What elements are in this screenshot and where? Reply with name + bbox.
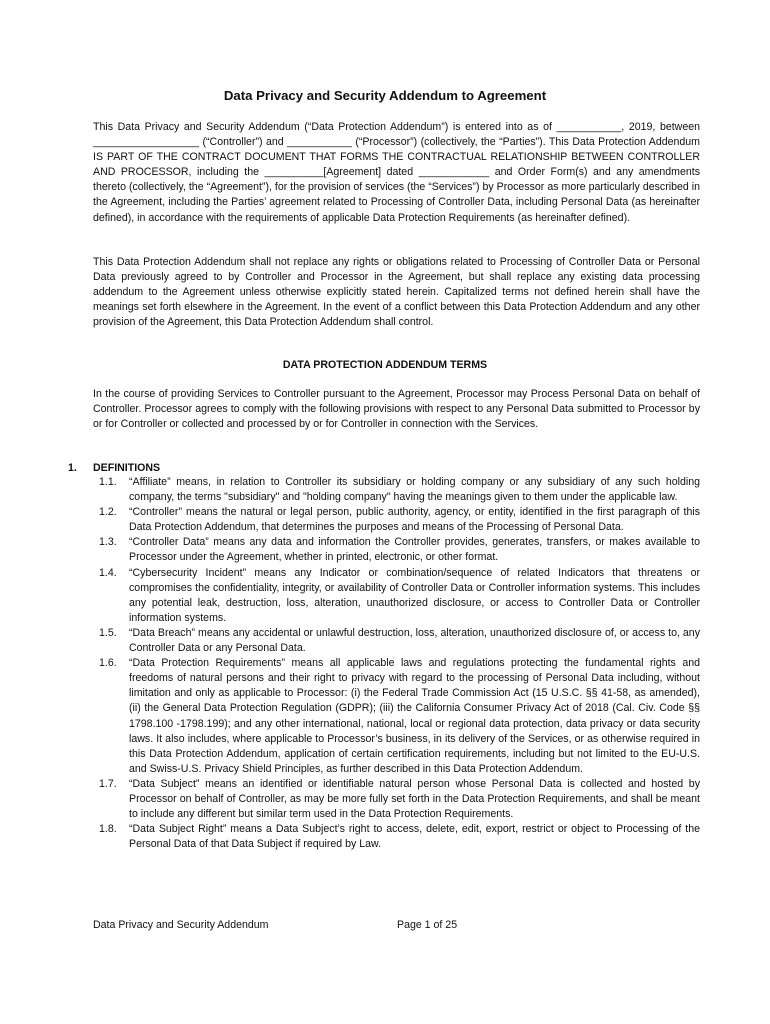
footer-document-name: Data Privacy and Security Addendum	[93, 919, 269, 931]
terms-heading: DATA PROTECTION ADDENDUM TERMS	[282, 359, 488, 371]
definition-text: “Data Subject Right” means a Data Subject’s right to access, delete, edit, export, restrict or object to Processing of the Personal Data of that Data Subject if required by Law.	[129, 823, 700, 851]
definition-number: 1.4.	[99, 566, 117, 579]
definition-text: “Data Breach” means any accidental or unlawful destruction, loss, alteration, unauthorized disclosure of, or access to, any Controller Data or any Personal Data.	[129, 626, 700, 655]
definition-number: 1.1.	[99, 476, 117, 488]
definition-number: 1.2.	[99, 506, 117, 519]
terms-paragraph: In the course of providing Services to Controller pursuant to the Agreement, Processor may Process Personal Data on behalf of Controller. Processor agrees to comply with the following provisions with respect to any Personal Data submitted to Processor by or for Controller or collected and processed by or for Controller in connection with the Services.	[93, 388, 700, 431]
section-number: 1.	[68, 462, 77, 474]
second-paragraph: This Data Protection Addendum shall not replace any rights or obligations related to Processing of Controller Data or Personal Data previously agreed to by Controller and Processor in the Agreement, but shall replace any existing data processing addendum to the Agreement unless otherwise explicitly stated herein. Capitalized terms not defined herein shall have the meanings set forth elsewhere in the Agreement. In the event of a conflict between this Data Protection Addendum and any other provision of the Agreement, this Data Protection Addendum shall control.	[93, 256, 700, 329]
definition-text: “Data Protection Requirements” means all applicable laws and regulations protecting the fundamental rights and freedoms of natural persons and their right to privacy with regard to the processing of Personal Data including, without limitation and only as applicable to Processor: (i) the Federal Trade Commission Act (15 U.S.C. §§ 41-58, as amended), (ii) the General Data Protection Regulation (GDPR); (iii) the California Consumer Privacy Act of 2018 (Cal. Civ. Code §§ 1798.100 -1798.199); and any other international, national, local or regional data protection, data privacy or data security laws. It also includes, where applicable to Processor’s business, in its delivery of the Services, or as otherwise required in this Data Protection Addendum, application of certain certification requirements, including but not limited to the EU-U.S. and Swiss-U.S. Privacy Shield Principles, as further described in this Data Protection Addendum.	[129, 657, 700, 775]
section-title: DEFINITIONS	[93, 462, 161, 474]
definitions-list	[93, 475, 700, 852]
definition-text: “Controller Data” means any data and information the Controller provides, generates, transfers, or makes available to Processor under the Agreement, whether in printed, electronic, or other format.	[129, 536, 700, 564]
definition-number: 1.7.	[99, 777, 117, 790]
definition-text: “Data Subject” means an identified or identifiable natural person whose Personal Data is collected and hosted by Processor on behalf of Controller, as may be more fully set forth in the Data Protection Requirements, and shall be meant to include any different but similar term used in the Data Protection Requirements.	[129, 777, 700, 821]
document-title: Data Privacy and Security Addendum to Agreement	[223, 88, 547, 103]
intro-paragraph: This Data Privacy and Security Addendum (“Data Protection Addendum”) is entered into as of ___________, 2019, between __________________ (“Controller”) and ___________ (“Processor”) (collectively, the “Parties”). This Data Protection Addendum IS PART OF THE CONTRACT DOCUMENT THAT FORMS THE CONTRACTUAL RELATIONSHIP BETWEEN CONTROLLER AND PROCESSOR, including the __________[Agreement] dated ____________ and Order Form(s) and any amendments thereto (collectively, the “Agreement”), for the provision of services (the “Services”) by Processor as more particularly described in the Agreement, including the Parties’ agreement related to Processing of Controller Data, including Personal Data (as hereinafter defined), in accordance with the requirements of applicable Data Protection Requirements (as hereinafter defined).	[93, 121, 700, 224]
definition-number: 1.5.	[99, 626, 117, 639]
definition-text: “Affiliate” means, in relation to Controller its subsidiary or holding company or any subsidiary of any such holding company, the terms "subsidiary" and "holding company" having the meanings given to them under the applicable law.	[129, 476, 700, 504]
definition-text: “Cybersecurity Incident” means any Indicator or combination/sequence of related Indicators that threatens or compromises the confidentiality, integrity, or availability of Controller Data or Controller information systems. This includes any potential leak, destruction, loss, alteration, unauthorized disclosure, or access to Controller Data or Controller information systems.	[129, 566, 700, 624]
definition-item	[93, 822, 700, 852]
definition-item	[93, 505, 700, 535]
definition-number: 1.6.	[99, 657, 117, 670]
definition-number: 1.3.	[99, 536, 117, 549]
definition-item	[93, 626, 700, 656]
definition-item	[93, 566, 700, 626]
footer-page-number: Page 1 of 25	[397, 919, 458, 931]
definition-number: 1.8.	[99, 823, 117, 836]
definition-item	[93, 535, 700, 565]
definition-item	[93, 475, 700, 505]
definition-item	[93, 656, 700, 777]
definition-item	[93, 777, 700, 822]
definition-text: “Controller” means the natural or legal person, public authority, agency, or entity, identified in the first paragraph of this Data Protection Addendum, that determines the purposes and means of the Processing of Personal Data.	[129, 506, 700, 534]
